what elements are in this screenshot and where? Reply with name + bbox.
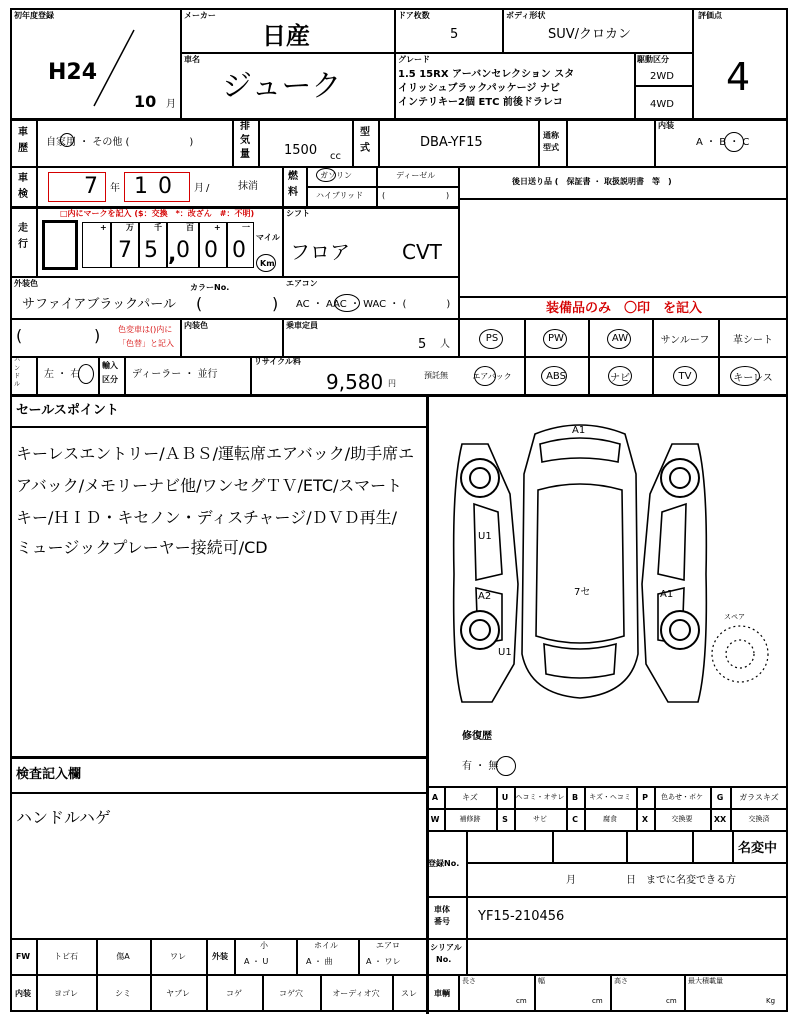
mileage-label-1: 走 — [18, 223, 28, 234]
inspect-month-unit: 月 — [194, 183, 204, 194]
inspect-month: 10 — [134, 174, 182, 199]
legend-desc: 交換要 — [671, 815, 693, 823]
rule — [282, 166, 284, 276]
grade-line-2: イリッシュブラックパッケージ ナビ — [398, 83, 560, 94]
rule — [458, 974, 460, 1012]
aircon-label: エアコン — [286, 279, 318, 288]
rule — [36, 356, 38, 394]
fw-item: 傷A — [116, 951, 130, 961]
interior-color-label: 内装色 — [184, 321, 208, 330]
rule — [634, 85, 692, 87]
km-unit: Km — [260, 259, 275, 268]
history-label-2: 歴 — [18, 143, 28, 154]
legend-desc: ガラスキズ — [739, 792, 779, 802]
length-label: 長さ — [462, 977, 476, 985]
inspection-notes-text: ハンドルハゲ — [16, 808, 111, 827]
serial-label-1: シリアル — [430, 943, 462, 952]
mileage-sep: , — [168, 242, 177, 267]
sales-line-1: キーレスエントリー/ＡＢＳ/運転席エアバック/助手席エ — [16, 444, 415, 463]
grade-line-1: 1.5 15RX アーバンセレクション スタ — [398, 69, 575, 80]
import-label-1: 輸入 — [102, 361, 118, 370]
rule — [502, 8, 504, 52]
fuel-circle-mark — [316, 168, 336, 182]
equip-navi: ナビ — [610, 372, 630, 384]
inspection-label-1: 車 — [18, 173, 28, 184]
rule — [232, 118, 234, 166]
legend-desc: サビ — [533, 815, 547, 823]
rule — [692, 8, 694, 118]
rule — [10, 792, 426, 794]
rule — [10, 166, 788, 168]
doors-value: 5 — [450, 27, 459, 42]
reg-month-unit: 月 — [166, 99, 176, 110]
chassis-label-1: 車体 — [434, 905, 450, 914]
equip-aw: AW — [611, 332, 629, 344]
legend-desc: キズ — [462, 792, 478, 802]
rule — [466, 830, 468, 896]
int-item: ヨゴレ — [54, 988, 78, 998]
rule — [282, 318, 284, 356]
mileage-digit: 0 — [176, 238, 190, 263]
aircon-circle-mark — [334, 294, 360, 312]
chassis-number: YF15-210456 — [478, 909, 565, 924]
int-item: ヤブレ — [166, 988, 190, 998]
legend-code: C — [572, 814, 578, 824]
rule — [426, 938, 788, 940]
mileage-digit: 5 — [144, 238, 158, 263]
interior-label: 内装 — [658, 121, 674, 130]
history-label-1: 車 — [18, 127, 28, 138]
rule — [110, 222, 112, 268]
rule — [180, 318, 182, 356]
recycle-unit: 円 — [388, 379, 396, 388]
rule — [36, 166, 38, 276]
damage-mark: 7セ — [574, 587, 591, 598]
unit-label: + — [214, 223, 221, 232]
color-change-note-1: 色変車は()内に — [118, 325, 173, 334]
rule — [566, 118, 568, 166]
rule — [10, 756, 426, 759]
rule — [358, 938, 360, 974]
erase-separator: / — [206, 183, 210, 194]
legend-desc: 補修跡 — [459, 815, 481, 823]
serial-label-2: No. — [436, 955, 452, 964]
kg-unit: Kg — [766, 997, 776, 1005]
int-item: コゲ穴 — [279, 988, 303, 998]
ext-label: 外装 — [212, 951, 228, 961]
color-no-close: ) — [272, 294, 279, 313]
disp-label-2: 気 — [240, 135, 250, 146]
inspect-year: 7 — [84, 174, 98, 199]
legend-code: X — [641, 814, 649, 824]
int-item: コゲ — [226, 988, 242, 998]
maker-value: 日産 — [262, 22, 310, 50]
shift-type: フロア — [290, 240, 350, 264]
cm-unit: cm — [666, 997, 677, 1005]
capacity-unit: 人 — [440, 339, 450, 350]
rule — [226, 222, 228, 268]
aero-label: エアロ — [376, 941, 400, 950]
car-diagram — [440, 404, 780, 724]
int-label: 内装 — [15, 988, 31, 998]
rule — [552, 830, 554, 862]
rule — [98, 356, 100, 394]
legend-code: A — [431, 792, 439, 802]
mile-unit: マイル — [256, 233, 280, 242]
import-label-2: 区分 — [102, 375, 118, 384]
equip-tv-circle — [673, 366, 697, 386]
rule — [534, 974, 536, 1012]
first-reg-label: 初年度登録 — [14, 11, 54, 20]
rule — [258, 118, 260, 166]
body-label: ボディ形状 — [506, 11, 546, 20]
rule — [180, 52, 692, 54]
capacity-label: 乗車定員 — [286, 321, 318, 330]
rule — [654, 118, 656, 166]
handle-label-3: ド — [14, 373, 21, 380]
legend-code: U — [501, 792, 509, 802]
sales-line-4: ミュージックプレーヤー接続可/CD — [16, 538, 268, 557]
legend-desc: キズ・ヘコミ — [589, 793, 631, 801]
rule — [180, 8, 182, 118]
rule — [684, 974, 686, 1012]
legend-desc: ヘコミ・オサレ — [515, 793, 565, 801]
cm-unit: cm — [516, 997, 527, 1005]
damage-mark: A2 — [478, 591, 492, 602]
rule — [124, 356, 126, 394]
repair-value: 有 ・ 無 — [462, 761, 499, 772]
model-value: DBA-YF15 — [420, 135, 483, 150]
recycle-amount: 9,580 — [326, 370, 384, 394]
fw-item: ワレ — [170, 951, 186, 961]
color-change-close: ) — [94, 326, 101, 345]
damage-mark: U1 — [478, 531, 492, 542]
rule — [138, 222, 140, 268]
legend-code: P — [642, 792, 648, 802]
unit-label: 千 — [154, 223, 162, 232]
rule — [234, 938, 236, 974]
load-label: 最大積載量 — [688, 977, 723, 985]
rule — [692, 830, 694, 862]
height-label: 高さ — [614, 977, 628, 985]
slash-divider — [90, 28, 140, 108]
reg-no-label: 登録No. — [428, 859, 460, 868]
mileage-digit: 0 — [232, 238, 246, 263]
rule — [426, 394, 429, 1014]
drive-4wd: 4WD — [650, 99, 674, 110]
rule — [352, 118, 354, 166]
interior-grade-circle — [724, 132, 744, 152]
aero-value: A ・ ワレ — [366, 957, 401, 966]
sales-line-3: キー/ＨＩＤ・キセノン・ディスチャージ/ＤＶＤ再生/ — [16, 508, 397, 527]
damage-mark: U1 — [498, 647, 512, 658]
equip-airbag-circle — [474, 366, 496, 386]
common-model-label-2: 型式 — [543, 143, 559, 152]
sales-title: セールスポイント — [16, 403, 119, 418]
reg-month: 10 — [134, 92, 157, 111]
unit-label: 一 — [242, 223, 250, 232]
color-no-label: カラーNo. — [190, 283, 230, 292]
fuel-diesel: ディーゼル — [396, 171, 436, 180]
legend-desc: 交換済 — [748, 815, 770, 823]
score-label: 評価点 — [698, 11, 722, 20]
mileage-digit: 0 — [204, 238, 218, 263]
rule — [296, 938, 298, 974]
fuel-label-1: 燃 — [288, 171, 298, 182]
legend-code: B — [571, 792, 579, 802]
equip-keyless-circle — [730, 366, 760, 386]
color-change-note-2: 「色替」と記入 — [118, 339, 174, 348]
drive-label: 駆動区分 — [637, 55, 669, 64]
rule — [306, 186, 458, 188]
handle-label-1: ハ — [14, 357, 21, 364]
score-value: 4 — [726, 55, 751, 99]
int-item: シミ — [115, 988, 131, 998]
equip-aw-circle — [607, 329, 631, 349]
car-name-label: 車名 — [184, 55, 200, 64]
interior-grades: A ・ B ・ C — [696, 137, 750, 148]
fuel-other-close: ) — [446, 191, 450, 200]
unit-label: 百 — [186, 223, 194, 232]
equip-pw-circle — [543, 329, 567, 349]
width-label: 幅 — [538, 977, 545, 985]
grade-label: グレード — [398, 55, 430, 64]
rule — [458, 198, 788, 200]
chassis-label-2: 番号 — [434, 917, 450, 926]
size-label: 車輌 — [434, 988, 450, 998]
rule — [466, 938, 468, 974]
damage-mark: A1 — [660, 589, 674, 600]
color-no-open: ( — [196, 294, 203, 313]
recycle-label: リサイクル料 — [254, 357, 301, 366]
capacity-value: 5 — [418, 337, 427, 352]
rule — [732, 830, 734, 862]
mileage-note: □内にマークを記入 ($：交換 *：改ざん #：不明) — [60, 209, 255, 218]
equip-abs: ABS — [546, 370, 566, 382]
disp-label-3: 量 — [240, 149, 250, 160]
color-name: サファイアブラックパール — [22, 297, 177, 312]
equip-tv: TV — [678, 370, 692, 382]
fuel-other-open: ( — [382, 191, 386, 200]
km-circle-mark — [256, 254, 276, 272]
legend-code: G — [716, 792, 724, 802]
ext-color-label: 外装色 — [14, 279, 38, 288]
rule — [36, 118, 38, 166]
rule — [198, 222, 200, 268]
history-circle-mark — [60, 133, 74, 147]
rule — [538, 118, 540, 166]
legend-code: W — [430, 814, 440, 824]
aircon-options: AC ・ AAC ・ WAC ・ ( ) — [296, 299, 451, 310]
car-name-value: ジューク — [222, 69, 342, 104]
damage-mark: A1 — [572, 425, 586, 436]
cc-unit: cc — [330, 151, 341, 162]
rule — [426, 830, 788, 832]
handle-value: 左 ・ 右 — [44, 369, 81, 380]
rule — [610, 974, 612, 1012]
equip-ps: PS — [485, 332, 499, 344]
handle-label-2: ン — [14, 365, 21, 372]
mileage-label-2: 行 — [18, 239, 28, 250]
spare-label: スペア — [724, 613, 745, 621]
rule — [10, 276, 458, 278]
equip-abs-circle — [541, 366, 567, 386]
legend-desc: 色あせ・ボケ — [661, 793, 703, 801]
fuel-gasoline: ガソリン — [320, 171, 352, 180]
displacement-value: 1500 — [284, 143, 318, 158]
inspection-notes-title: 検査記入欄 — [16, 767, 82, 782]
unit-label: + — [100, 223, 107, 232]
fuel-label-2: 料 — [288, 187, 298, 198]
era-year: H24 — [48, 60, 98, 85]
rule — [378, 118, 380, 166]
rule — [426, 896, 788, 898]
color-change-open: ( — [16, 326, 23, 345]
handle-circle-mark — [78, 364, 94, 384]
rule — [458, 296, 788, 298]
wheel-value: A ・ 曲 — [306, 957, 333, 966]
body-value: SUV/クロカン — [548, 27, 632, 42]
model-label-2: 式 — [360, 143, 370, 154]
mileage-mark-box — [42, 220, 78, 270]
equip-sunroof: サンルーフ — [660, 334, 710, 346]
cm-unit: cm — [592, 997, 603, 1005]
doors-label: ドア枚数 — [398, 11, 430, 20]
int-item: オーディオ穴 — [332, 988, 380, 998]
equip-keyless: キーレス — [733, 372, 773, 384]
repair-label: 修復歴 — [462, 731, 492, 742]
repair-circle-mark — [496, 756, 516, 776]
fuel-hybrid: ハイブリッド — [316, 191, 364, 200]
equip-navi-circle — [608, 366, 632, 386]
legend-code: S — [502, 814, 508, 824]
equip-pw: PW — [548, 332, 564, 344]
rule — [250, 356, 252, 394]
wheel-label: ホイル — [314, 941, 338, 950]
name-change-deadline: 月 日 までに名変できる方 — [566, 875, 736, 886]
mileage-digit: 7 — [118, 238, 132, 263]
equip-airbag: エアバック — [472, 371, 512, 381]
rule — [626, 830, 628, 862]
shift-label: シフト — [286, 209, 310, 218]
drive-2wd: 2WD — [650, 71, 674, 82]
name-change: 名変中 — [738, 841, 778, 856]
fw-item: トビ石 — [54, 951, 78, 961]
equip-ps-circle — [479, 329, 503, 349]
erase-label: 抹消 — [238, 181, 258, 192]
handle-label-4: ル — [14, 381, 21, 388]
legend-desc: 腐食 — [603, 815, 617, 823]
history-value: 自家用 ・ その他 ( ) — [46, 137, 194, 148]
rule — [466, 862, 788, 864]
rule — [10, 426, 426, 428]
fw-label: FW — [15, 951, 31, 961]
rule — [466, 896, 468, 938]
common-model-label-1: 通称 — [543, 131, 559, 140]
disp-label-1: 排 — [240, 121, 250, 132]
grade-line-3: インテリキー2個 ETC 前後ドラレコ — [398, 97, 563, 108]
small-label: 小 — [260, 941, 268, 950]
import-value: ディーラー ・ 並行 — [132, 369, 218, 380]
int-item: スレ — [401, 988, 417, 998]
shift-trans: CVT — [402, 240, 442, 264]
unit-label: 万 — [126, 223, 134, 232]
inspect-year-unit: 年 — [110, 183, 120, 194]
recycle-deposit: 預託無 — [424, 371, 448, 380]
rule — [394, 8, 396, 118]
legend-code: XX — [713, 814, 727, 824]
sales-line-2: アバック/メモリーナビ他/ワンセグＴＶ/ETC/スマート — [16, 476, 403, 495]
inspection-label-2: 検 — [18, 189, 28, 200]
rule — [10, 394, 788, 397]
docs-label: 後日送り品 ( 保証書 ・ 取扱説明書 等 ) — [512, 177, 672, 186]
equip-leather: 革シート — [733, 334, 773, 346]
small-value: A ・ U — [244, 957, 269, 966]
maker-label: メーカー — [184, 11, 216, 20]
model-label-1: 型 — [360, 127, 370, 138]
equip-title: 装備品のみ 〇印 を記入 — [546, 301, 703, 316]
